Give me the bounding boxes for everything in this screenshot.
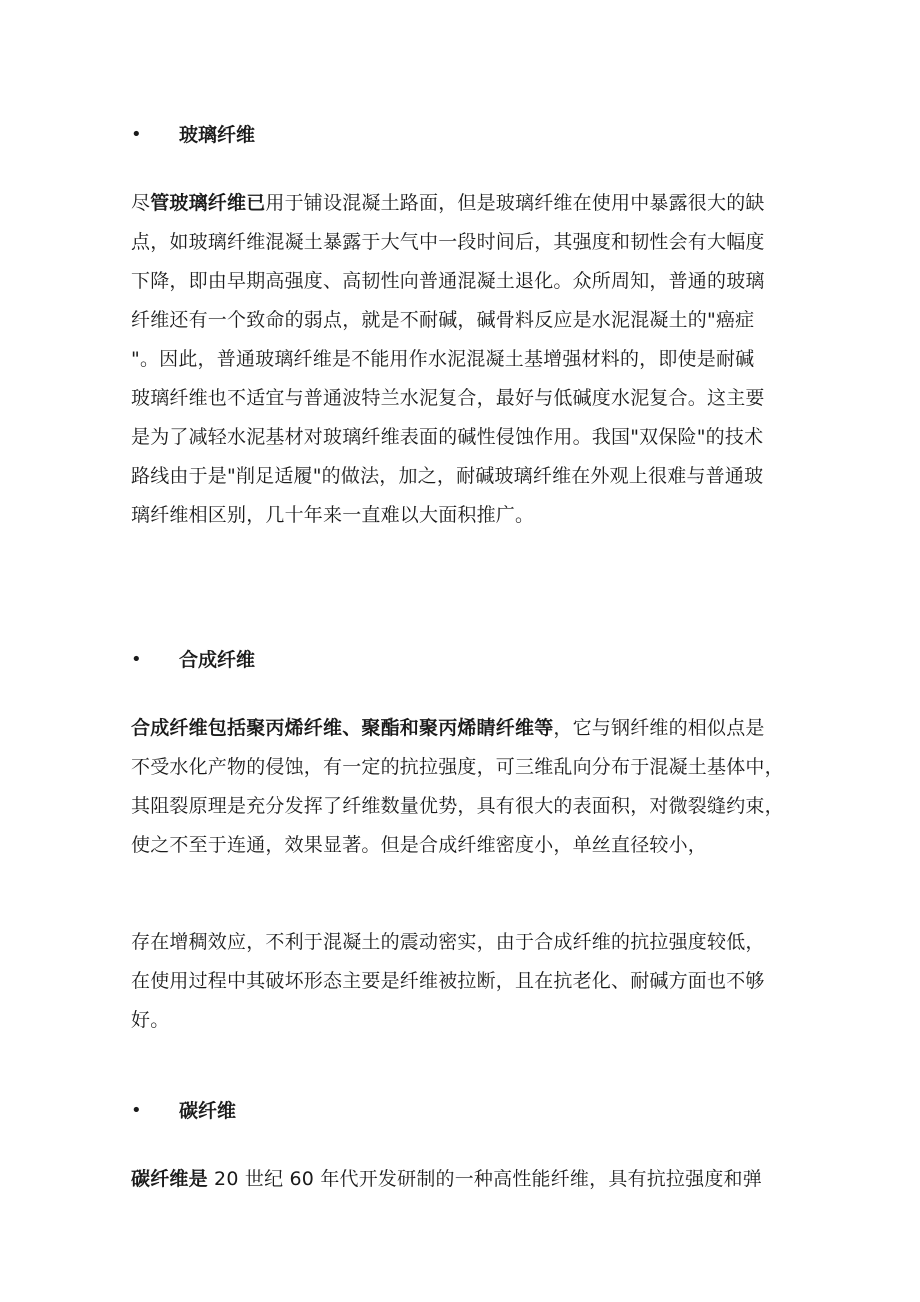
paragraph-synthetic-fiber-2 [131, 923, 811, 1040]
text-line: 不受水化产物的侵蚀，有一定的抗拉强度，可三维乱向分布于混凝土基体中， [131, 756, 784, 778]
text-line: "。因此，普通玻璃纤维是不能用作水泥混凝土基增强材料的，即使是耐碱 [131, 348, 755, 370]
text-line: 在使用过程中其破坏形态主要是纤维被拉断，且在抗老化、耐碱方面也不够 [131, 970, 765, 992]
heading-text: 碳纤维 [179, 1100, 237, 1122]
text-line: 路线由于是"削足适履"的做法，加之，耐碱玻璃纤维在外观上很难与普通玻 [131, 465, 764, 487]
heading-text: 玻璃纤维 [179, 124, 256, 146]
paragraph-synthetic-fiber-1 [131, 709, 811, 865]
text-line: 存在增稠效应，不利于混凝土的震动密实，由于合成纤维的抗拉强度较低， [131, 931, 765, 953]
text-line: 玻璃纤维也不适宜与普通波特兰水泥复合，最好与低碱度水泥复合。这主要 [131, 387, 765, 409]
bullet-icon: • [131, 124, 142, 145]
text-line: 点，如玻璃纤维混凝土暴露于大气中一段时间后，其强度和韧性会有大幅度 [131, 231, 765, 253]
paragraph-glass-fiber [131, 184, 811, 535]
text-line: 璃纤维相区别，几十年来一直难以大面积推广。 [131, 504, 535, 526]
text-line: 合成纤维包括聚丙烯纤维、聚酯和聚丙烯睛纤维等，它与钢纤维的相似点是 [131, 717, 765, 739]
text-line: 下降，即由早期高强度、高韧性向普通混凝土退化。众所周知，普通的玻璃 [131, 270, 765, 292]
text-line: 尽管玻璃纤维已用于铺设混凝土路面，但是玻璃纤维在使用中暴露很大的缺 [131, 192, 765, 214]
bullet-icon: • [131, 1100, 142, 1121]
text-line: 是为了减轻水泥基材对玻璃纤维表面的碱性侵蚀作用。我国"双保险"的技术 [131, 426, 764, 448]
text-line: 纤维还有一个致命的弱点，就是不耐碱，碱骨料反应是水泥混凝土的"癌症 [131, 309, 755, 331]
text-line: 其阻裂原理是充分发挥了纤维数量优势，具有很大的表面积，对微裂缝约束， [131, 795, 784, 817]
paragraph-carbon-fiber [131, 1160, 811, 1199]
text-line: 使之不至于连通，效果显著。但是合成纤维密度小，单丝直径较小， [131, 834, 708, 856]
text-line: 碳纤维是 20 世纪 60 年代开发研制的一种高性能纤维，具有抗拉强度和弹 [131, 1168, 762, 1190]
heading-text: 合成纤维 [179, 649, 256, 671]
bullet-icon: • [131, 649, 142, 670]
text-line: 好。 [131, 1009, 170, 1031]
